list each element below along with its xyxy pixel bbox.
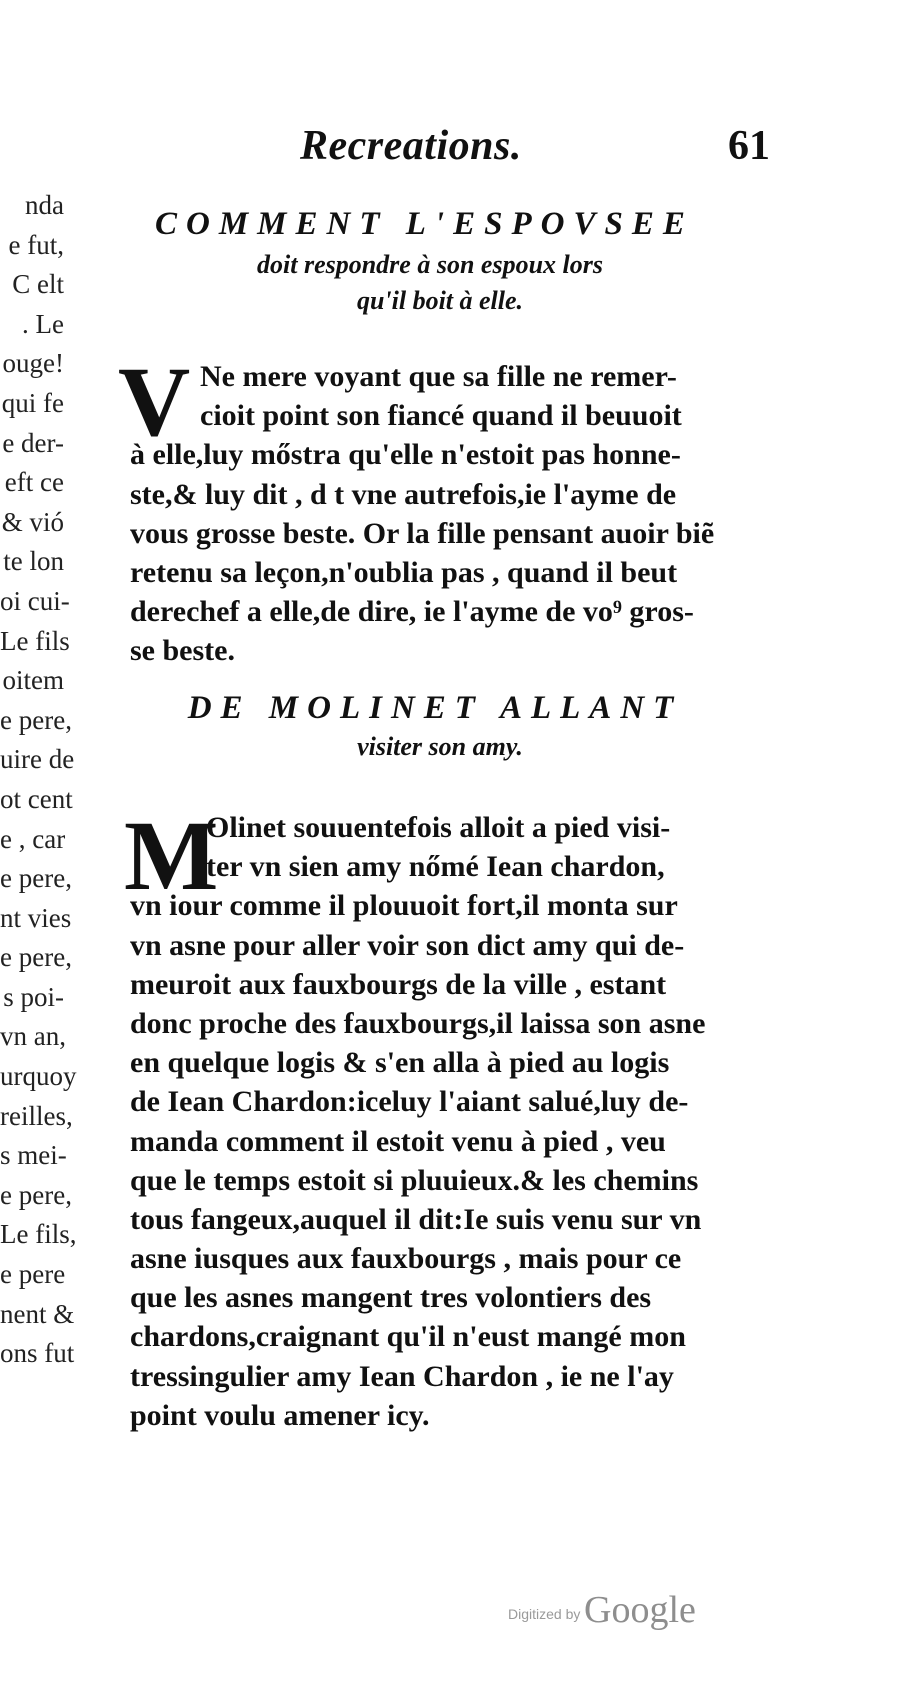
section1-heading-line3: qu'il boit à elle. <box>356 286 524 315</box>
section2-dropcap: M <box>124 800 219 911</box>
text-line: point voulu amener icy. <box>130 1398 430 1432</box>
text-line: de Iean Chardon:iceluy l'aiant salué,luy de- <box>130 1085 689 1119</box>
margin-fragment: e pere, <box>0 704 72 735</box>
margin-fragment: qui fe <box>1 387 64 418</box>
margin-fragment: uire de <box>0 744 75 775</box>
margin-fragment: e fut, <box>8 229 64 260</box>
text-line: en quelque logis & s'en alla à pied au logis <box>130 1046 670 1080</box>
margin-fragment: oitem <box>2 665 64 696</box>
text-line: chardons,craignant qu'il n'eust mangé mon <box>130 1320 686 1354</box>
margin-fragment: ouge! <box>2 348 64 379</box>
text-line: meuroit aux fauxbourgs de la ville , estant <box>130 967 667 1001</box>
section2-body <box>130 808 810 1435</box>
section2-heading: DE MOLINET ALLANT <box>187 690 683 726</box>
text-line: à elle,luy mőstra qu'elle n'estoit pas honne- <box>130 438 681 472</box>
margin-fragment: Le fils <box>0 625 70 656</box>
running-head: Recreations. <box>300 123 522 169</box>
page-number: 61 <box>728 123 770 169</box>
text-line: retenu sa leçon,n'oublia pas , quand il beut <box>130 555 678 589</box>
margin-fragment: nent & <box>0 1298 75 1329</box>
text-line: asne iusques aux fauxbourgs , mais pour ce <box>130 1242 682 1276</box>
text-line: Ne mere voyant que sa fille ne remer- <box>200 360 677 393</box>
text-line: manda comment il estoit venu à pied , veu <box>130 1124 666 1158</box>
section1-heading: COMMENT L'ESPOVSEE <box>155 206 694 242</box>
text-line: derechef a elle,de dire, ie l'ayme de vo⁹ gros- <box>130 595 694 629</box>
margin-fragment: Le fils, <box>0 1219 77 1250</box>
text-line: tressingulier amy Iean Chardon , ie ne l'ay <box>130 1359 674 1393</box>
margin-fragment: reilles, <box>0 1100 73 1131</box>
text-line: ste,& luy dit , d t vne autrefois,ie l'ayme de <box>130 477 677 511</box>
margin-fragment: e der- <box>2 427 64 458</box>
margin-fragment: urquoy <box>0 1061 77 1092</box>
previous-page-margin-fragments <box>0 186 77 1374</box>
section2-heading-line2: visiter son amy. <box>357 732 523 761</box>
margin-fragment: eft ce <box>4 467 64 498</box>
margin-fragment: e , car <box>0 823 66 854</box>
text-line: se beste. <box>130 634 235 668</box>
section1-heading-line2: doit respondre à son espoux lors <box>257 250 603 279</box>
text-line: que le temps estoit si pluuieux.& les chemins <box>130 1163 699 1197</box>
margin-fragment: e pere, <box>0 863 72 894</box>
margin-fragment: e pere, <box>0 1179 72 1210</box>
text-line: tous fangeux,auquel il dit:Ie suis venu sur vn <box>130 1202 702 1236</box>
text-line: vn iour comme il plouuoit fort,il monta sur <box>130 889 678 923</box>
margin-fragment: vn an, <box>0 1021 66 1052</box>
margin-fragment: C elt <box>12 269 64 300</box>
margin-fragment: e pere, <box>0 942 72 973</box>
text-line: ter vn sien amy nőmé Iean chardon, <box>206 850 665 884</box>
section1-body <box>130 357 810 671</box>
margin-fragment: nt vies <box>0 902 72 933</box>
text-line: Olinet souuentefois alloit a pied visi- <box>206 811 671 844</box>
text-line: vous grosse beste. Or la fille pensant auoir biẽ <box>130 516 715 550</box>
margin-fragment: e pere <box>0 1259 66 1290</box>
margin-fragment: oi cui- <box>0 585 70 616</box>
margin-fragment: nda <box>25 190 64 220</box>
digitized-by-label: Digitized by <box>508 1606 581 1622</box>
text-line: que les asnes mangent tres volontiers des <box>130 1281 652 1315</box>
margin-fragment: & vió <box>1 506 64 537</box>
margin-fragment: ot cent <box>0 783 73 814</box>
margin-fragment: ons fut <box>0 1338 75 1369</box>
margin-fragment: s poi- <box>3 981 64 1012</box>
text-line: donc proche des fauxbourgs,il laissa son asne <box>130 1006 706 1040</box>
section1-dropcap: V <box>118 346 191 457</box>
margin-fragment: te lon <box>3 546 64 577</box>
google-logo: Google <box>584 1589 696 1631</box>
text-line: vn asne pour aller voir son dict amy qui de- <box>130 928 685 962</box>
text-line: cioit point son fiancé quand il beuuoit <box>200 399 682 433</box>
margin-fragment: . Le <box>22 308 64 339</box>
margin-fragment: s mei- <box>0 1140 67 1171</box>
